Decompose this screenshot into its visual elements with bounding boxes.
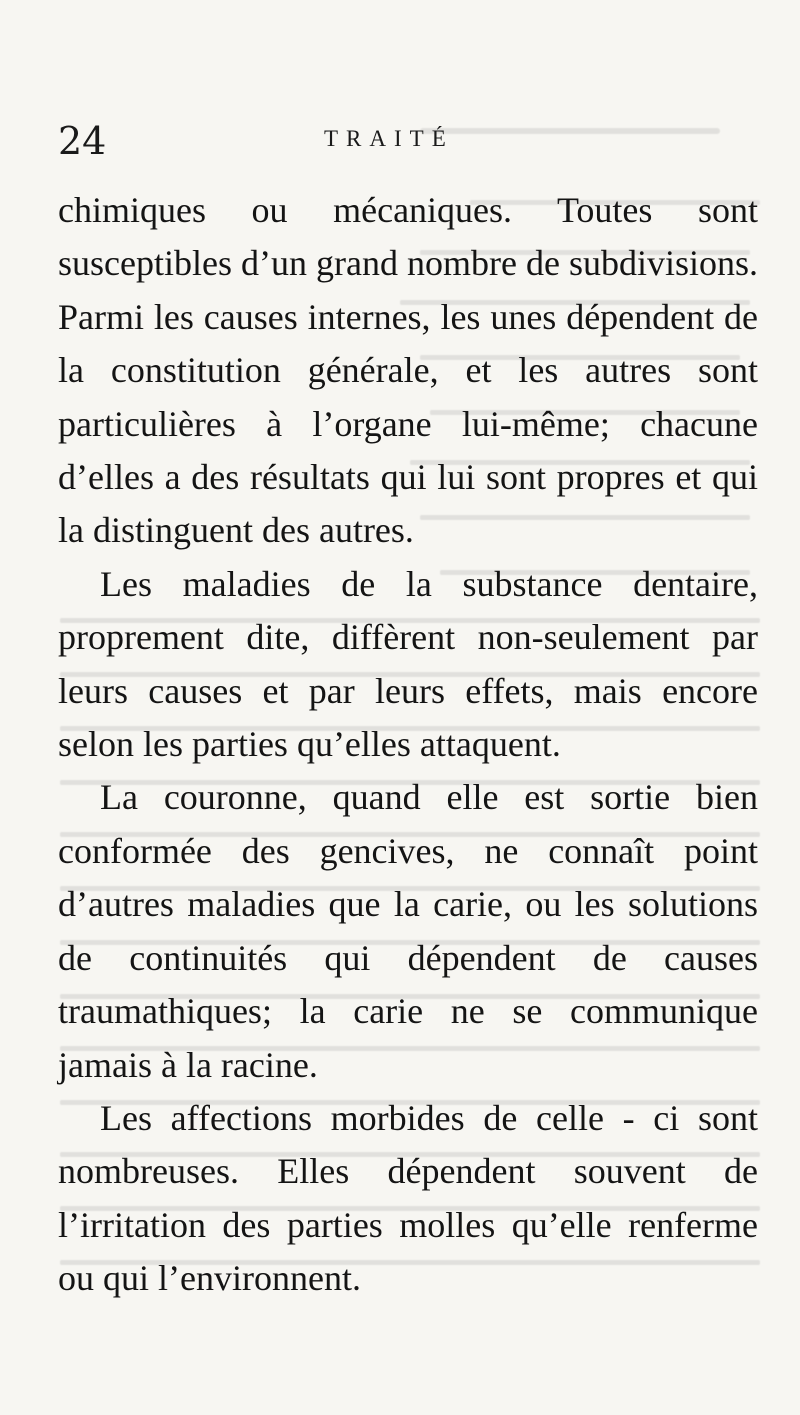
page-number: 24 (58, 119, 107, 163)
page-header (58, 118, 758, 164)
body-text (58, 184, 758, 1306)
paragraph: Les maladies de la substance dentaire, proprement dite, diffèrent non-seulement par leurs causes et par leurs effets, mais encore selon les parties qu’elles attaquent. (58, 563, 758, 765)
paragraph: chimiques ou mécaniques. Toutes sont susceptibles d’un grand nombre de subdivisions. Parmi les causes internes, les unes dépendent de la constitution générale, et les autres sont particulières à l’organe lui-même; chacune d’elles a des résultats qui lui sont propres et qui la distinguent des autres. (58, 190, 758, 551)
running-title: TRAITÉ (324, 126, 454, 151)
paragraph: La couronne, quand elle est sortie bien conformée des gencives, ne connaît point d’autres maladies que la carie, ou les solutions de continuités qui dépendent de causes traumathiques; la carie ne se communique jamais à la racine. (58, 777, 758, 1085)
paragraph: Les affections morbides de celle - ci sont nombreuses. Elles dépendent souvent de l’irritation des parties molles qu’elle renferme ou qui l’environnent. (58, 1097, 758, 1299)
